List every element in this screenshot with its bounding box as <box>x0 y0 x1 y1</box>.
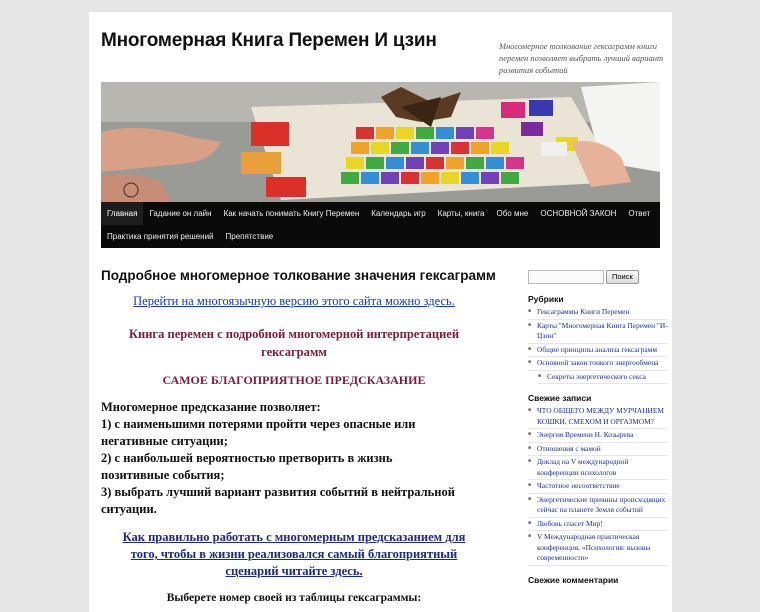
nav-item-how-to-start[interactable]: Как начать понимать Книгу Перемен <box>223 209 360 218</box>
allows-line: 3) выбрать лучший вариант развития событий в нейтральной <box>101 485 455 499</box>
favorable-prediction-heading: САМОЕ БЛАГОПРИЯТНОЕ ПРЕДСКАЗАНИЕ <box>162 373 426 387</box>
nav-item-calendar[interactable]: Календарь игр <box>371 209 426 218</box>
rubric-item[interactable]: ■ Общие принципы анализа гексаграмм <box>528 345 668 358</box>
search-input[interactable] <box>528 270 604 284</box>
page <box>89 12 672 612</box>
recent-post-item[interactable]: ■ Энергия Времени Н. Козырева <box>528 430 668 443</box>
recent-post-item[interactable]: ■ ЧТО ОБЩЕГО МЕЖДУ МУРЧАНИЕМ КОШКИ, СМЕХОМ И ОРГАЗМОМ? <box>528 406 668 429</box>
recent-post-item[interactable]: ■ Частотное несоответствие <box>528 481 668 494</box>
site-description: Многомерное толкование гексаграмм книги перемен позволяет выбрать лучший вариант развития событий <box>499 41 664 75</box>
main-navigation <box>101 202 660 248</box>
allows-line: позитивные события; <box>101 468 225 482</box>
recent-posts-widget <box>528 393 668 566</box>
allows-line: ситуации. <box>101 502 157 516</box>
nav-item-about[interactable]: Обо мне <box>496 209 529 218</box>
recent-comments-widget <box>528 575 668 585</box>
book-heading <box>101 325 487 361</box>
recent-post-item[interactable]: ■ Отношения с мамой <box>528 444 668 457</box>
allows-line: 2) с наибольшей вероятностью претворить в жизнь <box>101 451 393 465</box>
recent-posts-title: Свежие записи <box>528 393 592 403</box>
how-link-line[interactable]: Как правильно работать с многомерным предсказанием для <box>122 530 466 544</box>
nav-item-home[interactable]: Главная <box>101 202 143 225</box>
banner-photo <box>101 82 660 202</box>
allows-line: 1) с наименьшими потерями пройти через опасные или <box>101 417 416 431</box>
rubric-item[interactable]: ■ Основной закон тонкого энергообмена <box>528 358 668 371</box>
entry-title: Подробное многомерное толкование значения гексаграмм <box>101 268 496 283</box>
nav-item-main-law[interactable]: ОСНОВНОЙ ЗАКОН <box>540 209 617 218</box>
allows-line: Многомерное предсказание позволяет: <box>101 400 321 414</box>
prediction-allows-list <box>101 399 487 518</box>
nav-item-cards-book[interactable]: Карты, книга <box>437 209 485 218</box>
rubrics-title: Рубрики <box>528 294 564 304</box>
nav-item-obstacle[interactable]: Препятствие <box>225 232 274 241</box>
book-heading-line-2: гексаграмм <box>261 345 327 359</box>
nav-item-answer[interactable]: Ответ <box>628 209 651 218</box>
choose-hexagram-text: Выберете номер своей из таблицы гексаграммы: <box>166 592 422 604</box>
sidebar <box>528 270 668 588</box>
site-title[interactable]: Многомерная Книга Перемен И цзин <box>101 30 437 51</box>
rubric-item[interactable]: ■ Карты "Многомерная Книга Перемен "И-Цзин" <box>528 321 668 344</box>
how-to-work-link[interactable] <box>101 529 487 580</box>
recent-post-item[interactable]: ■ V Международная практическая конференция. «Психология: вызовы современности» <box>528 532 668 566</box>
rubric-subitem[interactable]: ■ Секреты энергетического секса <box>538 372 668 385</box>
main-content <box>101 268 496 604</box>
book-heading-line-1: Книга перемен с подробной многомерной интерпретацией <box>128 327 460 341</box>
nav-row-1 <box>101 202 656 225</box>
rubric-item[interactable]: ■ Гексаграммы Книги Перемен <box>528 307 668 320</box>
nav-row-2 <box>101 225 279 248</box>
allows-line: негативные ситуации; <box>101 434 228 448</box>
search-form <box>528 270 668 284</box>
header-banner-image <box>101 82 660 202</box>
recent-post-item[interactable]: ■ Доклад на V международной конференции психологов <box>528 457 668 480</box>
rubrics-widget <box>528 294 668 384</box>
search-button[interactable]: Поиск <box>606 270 639 284</box>
how-link-line[interactable]: того, чтобы в жизни реализовался самый благоприятный <box>130 547 458 561</box>
recent-comments-title: Свежие комментарии <box>528 574 619 585</box>
recent-post-item[interactable]: ■ Энергетические причины происходящих сейчас на планете Земля событий <box>528 495 668 518</box>
nav-item-fortune-online[interactable]: Гадание он лайн <box>149 209 212 218</box>
multilang-link[interactable]: Перейти на многоязычную версию этого сайта можно здесь. <box>133 294 455 308</box>
recent-post-item[interactable]: ■ Любовь спасет Мир! <box>528 519 668 532</box>
how-link-line[interactable]: сценарий читайте здесь. <box>225 564 363 578</box>
nav-item-decision-practice[interactable]: Практика принятия решений <box>107 232 214 241</box>
